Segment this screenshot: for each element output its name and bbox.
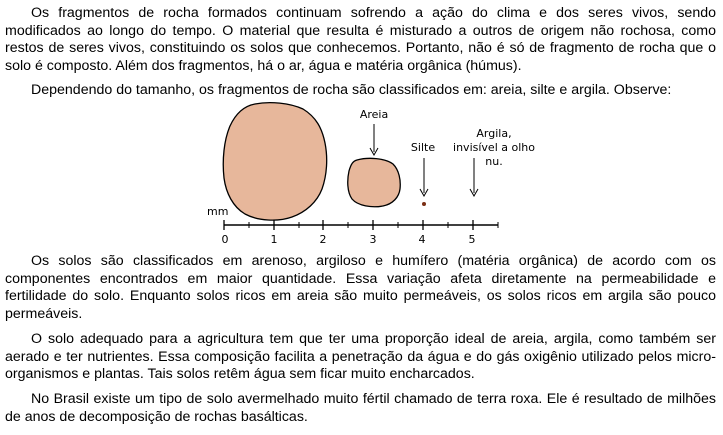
paragraph-classification: Dependendo do tamanho, os fragmentos de rocha são classificados em: areia, silte e argila. Observe: bbox=[31, 82, 672, 98]
scale-tick-label: 4 bbox=[418, 233, 426, 246]
silt-dot bbox=[422, 202, 426, 206]
label-argila-line1: Argila, bbox=[476, 127, 512, 140]
scale-tick-label: 5 bbox=[468, 233, 476, 246]
paragraph-agriculture: O solo adequado para a agricultura tem que ter uma proporção ideal de areia, argila, como também ser aerado e ter nutrientes. Essa composição facilita a penetração da água e do gás oxigênio utilizado pelos micro-organismos e plantas. Tais solos retêm água sem ficar muito encharcados. bbox=[5, 331, 716, 383]
large-fragment-shape bbox=[223, 103, 326, 221]
sand-fragment-shape bbox=[348, 158, 400, 206]
label-argila-line2: invisível a olho bbox=[453, 141, 535, 154]
paragraph-intro: Os fragmentos de rocha formados continuam sofrendo a ação do clima e dos seres vivos, sendo modificados ao longo do tempo. O material que resulta é misturado a outros de origem não rochosa, como restos de seres vivos, constituindo os solos que conhecemos. Portanto, não é só de fragmento de rocha que o solo é composto. Além dos fragmentos, há o ar, água e matéria orgânica (húmus). bbox=[5, 5, 716, 74]
paragraph-soil-types: Os solos são classificados em arenoso, argiloso e humífero (matéria orgânica) de acordo com os componentes encontrados em maior quantidade. Essa variação afeta diretamente na permeabilidade e fertilidade do solo. Enquanto solos ricos em areia são muito permeáveis, os solos ricos em argila são pouco permeáveis. bbox=[5, 253, 716, 322]
scale-tick-label: 0 bbox=[221, 233, 229, 246]
scale-unit-label: mm bbox=[207, 205, 229, 218]
label-areia: Areia bbox=[359, 108, 389, 121]
paragraph-terra-roxa: No Brasil existe um tipo de solo avermelhado muito fértil chamado de terra roxa. Ele é resultado de milhões de anos de decomposição de rochas basálticas. bbox=[5, 391, 716, 425]
scale-tick-label: 3 bbox=[369, 233, 377, 246]
scale-tick-label: 1 bbox=[270, 233, 278, 246]
scale-tick-label: 2 bbox=[319, 233, 327, 246]
label-argila-line3: nu. bbox=[485, 155, 503, 168]
label-silte: Silte bbox=[410, 141, 436, 154]
